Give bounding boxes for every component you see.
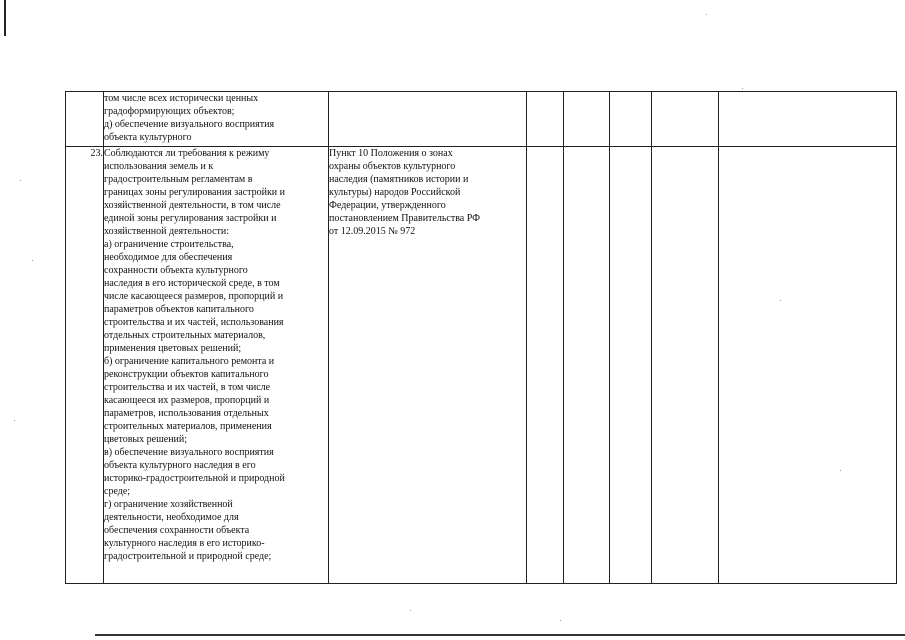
requirement-text-line: единой зоны регулирования застройки и [104,213,277,224]
requirement-text-line: культурного наследия в его историко- [104,538,265,549]
legal-basis-text-line: Федерации, утвержденного [329,200,446,211]
requirement-text-line: а) ограничение строительства, [104,239,234,250]
requirement-text-line: строительства и их частей, в том числе [104,382,271,393]
scan-noise-dot [410,610,411,611]
scan-noise-dot [32,260,33,261]
requirement-text-line: числе касающееся размеров, пропорций и [104,291,284,302]
requirement-text-line: параметров объектов капитального [104,304,254,315]
requirement-text-line: деятельности, необходимое для [104,512,239,523]
empty-cell [527,147,564,584]
empty-cell [719,92,897,147]
requirement-text-line: строительных материалов, применения [104,421,272,432]
empty-cell [610,92,652,147]
row-number-cell [66,147,104,584]
legal-basis-text-line: охраны объектов культурного [329,161,456,172]
scan-noise-dot [840,470,841,471]
requirement-text-line: параметров, использования отдельных [104,408,269,419]
empty-cell [610,147,652,584]
requirement-text-line: том числе всех исторически ценных [104,93,259,104]
requirement-text-line: отдельных строительных материалов, [104,330,266,341]
scan-noise-dot [742,88,743,89]
legal-basis-text-line: наследия (памятников истории и [329,174,469,185]
page-bottom-edge-mark [95,634,905,636]
requirement-text-line: среде; [104,486,131,497]
requirement-text-line: реконструкции объектов капитального [104,369,269,380]
row-number-cell [66,92,104,147]
table-row [66,147,897,584]
empty-cell [652,92,719,147]
legal-basis-text-line: постановлением Правительства РФ [329,213,481,224]
requirement-text-line: в) обеспечение визуального восприятия [104,447,274,458]
requirements-table [65,91,897,584]
requirement-text-line: обеспечения сохранности объекта [104,525,250,536]
requirement-text-line: историко-градостроительной и природной [104,473,285,484]
requirement-text-line: градостроительной и природной среде; [104,551,272,562]
scan-noise-dot [20,180,21,181]
requirement-text-line: объекта культурного [104,132,192,143]
requirement-text-line: г) ограничение хозяйственной [104,499,233,510]
requirement-text-line: объекта культурного наследия в его [104,460,256,471]
requirement-text-line: сохранности объекта культурного [104,265,248,276]
legal-basis-cell [329,147,527,584]
empty-cell [719,147,897,584]
empty-cell [527,92,564,147]
scan-noise-dot [780,300,781,301]
requirement-text-line: д) обеспечение визуального восприятия [104,119,275,130]
empty-cell [564,92,610,147]
scan-noise-dot [560,620,561,621]
requirement-text-line: б) ограничение капитального ремонта и [104,356,275,367]
requirement-text-line: градостроительным регламентам в [104,174,253,185]
requirement-text-line: Соблюдаются ли требования к режиму [104,148,270,159]
requirement-text-line: использования земель и к [104,161,214,172]
requirement-text-line: строительства и их частей, использования [104,317,284,328]
requirement-text-line: цветовых решений; [104,434,188,445]
requirement-cell [104,147,329,584]
scan-noise-dot [14,420,15,421]
requirement-text-line: границах зоны регулирования застройки и [104,187,286,198]
requirement-text-line: наследия в его исторической среде, в том [104,278,280,289]
table-row [66,92,897,147]
legal-basis-text-line: Пункт 10 Положения о зонах [329,148,453,159]
requirement-text-line: необходимое для обеспечения [104,252,233,263]
requirement-text-line: применения цветовых решений; [104,343,242,354]
scan-noise-dot [706,14,707,15]
requirement-text-line: хозяйственной деятельности: [104,226,230,237]
legal-basis-cell [329,92,527,147]
requirement-text-line: хозяйственной деятельности, в том числе [104,200,281,211]
row-number: 23. [90,148,103,159]
page-left-edge-mark [4,0,6,36]
empty-cell [564,147,610,584]
requirement-text-line: касающееся их размеров, пропорций и [104,395,270,406]
empty-cell [652,147,719,584]
requirement-text-line: градоформирующих объектов; [104,106,235,117]
requirement-cell [104,92,329,147]
legal-basis-text-line: от 12.09.2015 № 972 [329,226,416,237]
legal-basis-text-line: культуры) народов Российской [329,187,461,198]
